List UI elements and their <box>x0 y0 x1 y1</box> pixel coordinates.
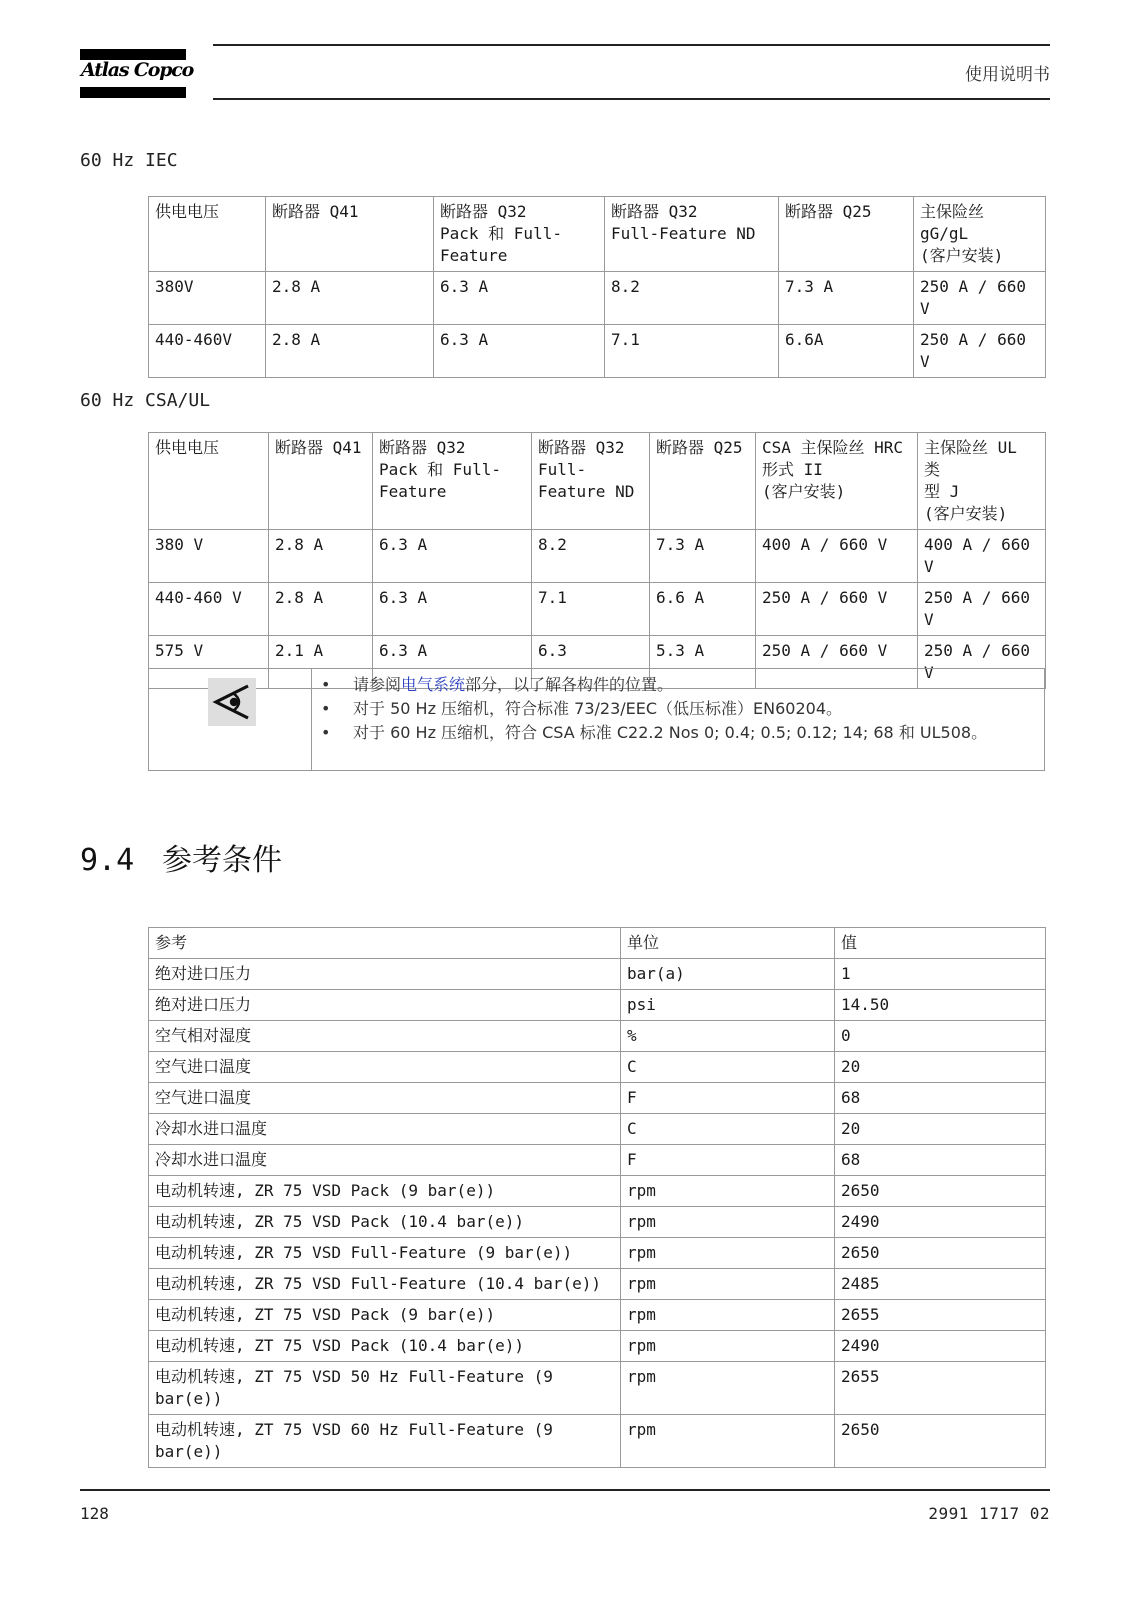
table-cell: 1 <box>835 959 1046 990</box>
table-cell: 空气相对湿度 <box>149 1021 621 1052</box>
table-row <box>149 1207 1046 1238</box>
table-cell: 8.2 <box>532 530 650 583</box>
column-header: 参考 <box>149 928 621 959</box>
table-cell: rpm <box>621 1176 835 1207</box>
table-cell: 7.3 A <box>650 530 756 583</box>
table-cell: 8.2 <box>605 272 779 325</box>
table-cell: 2490 <box>835 1331 1046 1362</box>
logo-wordmark: Atlas Copco <box>81 59 194 81</box>
table-cell: 电动机转速, ZT 75 VSD 60 Hz Full-Feature (9 bar(e)) <box>149 1415 621 1468</box>
section-label-iec: 60 Hz IEC <box>80 150 178 171</box>
document-number: 2991 1717 02 <box>928 1504 1050 1523</box>
table-header-row <box>149 928 1046 959</box>
table-cell: 20 <box>835 1052 1046 1083</box>
section-label-csa: 60 Hz CSA/UL <box>80 390 211 411</box>
table-row <box>149 990 1046 1021</box>
table-row <box>149 1176 1046 1207</box>
table-cell: 6.3 A <box>434 272 605 325</box>
note-item: • 请参阅电气系统部分，以了解各构件的位置。 <box>321 675 674 694</box>
table-cell: 440-460 V <box>149 583 269 636</box>
table-row <box>149 1145 1046 1176</box>
table-cell: bar(a) <box>621 959 835 990</box>
table-cell: 绝对进口压力 <box>149 990 621 1021</box>
table-cell: 20 <box>835 1114 1046 1145</box>
table-cell: 575 V <box>149 636 269 689</box>
table-row <box>149 1114 1046 1145</box>
eye-icon <box>208 678 256 726</box>
table-cell: 2485 <box>835 1269 1046 1300</box>
table-cell: 冷却水进口温度 <box>149 1145 621 1176</box>
table-cell: rpm <box>621 1415 835 1468</box>
table-row <box>149 1331 1046 1362</box>
note-item: • 对于 50 Hz 压缩机，符合标准 73/23/EEC（低压标准）EN60204。 <box>321 699 843 718</box>
table-row <box>149 1021 1046 1052</box>
table-row <box>149 1300 1046 1331</box>
table-row <box>149 272 1046 325</box>
table-cell: rpm <box>621 1331 835 1362</box>
column-header: 供电电压 <box>149 433 269 530</box>
table-cell: 380V <box>149 272 266 325</box>
section-title: 参考条件 <box>162 843 282 878</box>
table-cell: % <box>621 1021 835 1052</box>
note-icon-cell <box>149 669 312 770</box>
note-text: 对于 60 Hz 压缩机，符合 CSA 标准 C22.2 Nos 0; 0.4; 0.5; 0.12; 14; 68 和 UL508。 <box>353 723 988 742</box>
section-heading <box>80 835 282 879</box>
atlas-copco-logo <box>80 45 194 100</box>
table-cell: 电动机转速, ZT 75 VSD Pack (9 bar(e)) <box>149 1300 621 1331</box>
table-cell: rpm <box>621 1207 835 1238</box>
column-header: 断路器 Q32 Full- Feature ND <box>532 433 650 530</box>
table-cell: 2655 <box>835 1362 1046 1415</box>
table-cell: 6.6A <box>779 325 914 378</box>
table-cell: 7.1 <box>605 325 779 378</box>
logo-bottom-bar <box>80 87 186 98</box>
column-header: 断路器 Q41 <box>266 197 434 272</box>
iec-breaker-table <box>148 196 1046 378</box>
reference-conditions-table <box>148 927 1046 1468</box>
table-cell: 380 V <box>149 530 269 583</box>
table-cell: 250 A / 660 V <box>756 583 918 636</box>
header-rule-bottom <box>213 98 1050 100</box>
table-row <box>149 1415 1046 1468</box>
table-cell: 6.3 <box>532 636 650 689</box>
table-cell: F <box>621 1083 835 1114</box>
table-cell: 68 <box>835 1083 1046 1114</box>
table-cell: 0 <box>835 1021 1046 1052</box>
table-cell: 6.3 A <box>434 325 605 378</box>
table-cell: rpm <box>621 1300 835 1331</box>
table-cell: 2.8 A <box>269 530 373 583</box>
column-header: 断路器 Q32 Pack 和 Full- Feature <box>434 197 605 272</box>
note-list <box>321 673 1031 745</box>
document-title: 使用说明书 <box>965 65 1050 85</box>
note-text: 请参阅 <box>353 675 402 694</box>
footer-rule <box>80 1489 1050 1491</box>
table-cell: 440-460V <box>149 325 266 378</box>
column-header: CSA 主保险丝 HRC 形式 II (客户安装) <box>756 433 918 530</box>
table-cell: 电动机转速, ZR 75 VSD Pack (10.4 bar(e)) <box>149 1207 621 1238</box>
table-cell: 2650 <box>835 1238 1046 1269</box>
page-number: 128 <box>80 1504 109 1523</box>
table-row <box>149 1238 1046 1269</box>
column-header: 断路器 Q25 <box>650 433 756 530</box>
table-cell: 250 A / 660 V <box>914 272 1046 325</box>
table-cell: C <box>621 1114 835 1145</box>
csa-breaker-table <box>148 432 1046 689</box>
table-row <box>149 530 1046 583</box>
table-cell: rpm <box>621 1269 835 1300</box>
table-cell: 250 A / 660 V <box>918 636 1046 689</box>
table-header-row <box>149 433 1046 530</box>
column-header: 断路器 Q32 Pack 和 Full- Feature <box>373 433 532 530</box>
table-row <box>149 1269 1046 1300</box>
table-cell: 6.6 A <box>650 583 756 636</box>
table-cell: 250 A / 660 V <box>918 583 1046 636</box>
table-cell: 7.3 A <box>779 272 914 325</box>
table-row <box>149 959 1046 990</box>
column-header: 值 <box>835 928 1046 959</box>
column-header: 主保险丝 UL 类 型 J (客户安装) <box>918 433 1046 530</box>
header-rule-top <box>213 44 1050 46</box>
electrical-system-link[interactable]: 电气系统 <box>401 675 466 694</box>
table-cell: psi <box>621 990 835 1021</box>
table-cell: 250 A / 660 V <box>914 325 1046 378</box>
column-header: 断路器 Q41 <box>269 433 373 530</box>
column-header: 供电电压 <box>149 197 266 272</box>
table-row <box>149 1083 1046 1114</box>
table-cell: 电动机转速, ZT 75 VSD Pack (10.4 bar(e)) <box>149 1331 621 1362</box>
table-cell: 2.8 A <box>266 325 434 378</box>
table-cell: 2655 <box>835 1300 1046 1331</box>
note-box <box>148 668 1045 771</box>
table-cell: 5.3 A <box>650 636 756 689</box>
section-number: 9.4 <box>80 843 135 878</box>
table-cell: 2650 <box>835 1176 1046 1207</box>
table-row <box>149 583 1046 636</box>
table-cell: 2.1 A <box>269 636 373 689</box>
table-cell: 7.1 <box>532 583 650 636</box>
column-header: 断路器 Q25 <box>779 197 914 272</box>
table-cell: 6.3 A <box>373 636 532 689</box>
table-cell: 电动机转速, ZR 75 VSD Pack (9 bar(e)) <box>149 1176 621 1207</box>
table-cell: 绝对进口压力 <box>149 959 621 990</box>
note-text: 对于 50 Hz 压缩机，符合标准 73/23/EEC（低压标准）EN60204。 <box>353 699 843 718</box>
table-cell: 68 <box>835 1145 1046 1176</box>
column-header: 断路器 Q32 Full-Feature ND <box>605 197 779 272</box>
table-cell: rpm <box>621 1362 835 1415</box>
table-cell: rpm <box>621 1238 835 1269</box>
table-row <box>149 1362 1046 1415</box>
table-cell: 400 A / 660 V <box>918 530 1046 583</box>
table-cell: C <box>621 1052 835 1083</box>
table-cell: 6.3 A <box>373 583 532 636</box>
table-cell: 400 A / 660 V <box>756 530 918 583</box>
table-cell: F <box>621 1145 835 1176</box>
table-cell: 电动机转速, ZR 75 VSD Full-Feature (10.4 bar(e)) <box>149 1269 621 1300</box>
column-header: 单位 <box>621 928 835 959</box>
table-cell: 电动机转速, ZR 75 VSD Full-Feature (9 bar(e)) <box>149 1238 621 1269</box>
table-cell: 电动机转速, ZT 75 VSD 50 Hz Full-Feature (9 bar(e)) <box>149 1362 621 1415</box>
table-cell: 空气进口温度 <box>149 1052 621 1083</box>
table-cell: 2.8 A <box>266 272 434 325</box>
table-row <box>149 325 1046 378</box>
table-cell: 冷却水进口温度 <box>149 1114 621 1145</box>
table-cell: 空气进口温度 <box>149 1083 621 1114</box>
table-cell: 14.50 <box>835 990 1046 1021</box>
column-header: 主保险丝 gG/gL (客户安装) <box>914 197 1046 272</box>
table-cell: 250 A / 660 V <box>756 636 918 689</box>
table-cell: 2650 <box>835 1415 1046 1468</box>
table-row <box>149 1052 1046 1083</box>
table-cell: 2.8 A <box>269 583 373 636</box>
note-item: • 对于 60 Hz 压缩机，符合 CSA 标准 C22.2 Nos 0; 0.4; 0.5; 0.12; 14; 68 和 UL508。 <box>321 723 988 742</box>
table-cell: 6.3 A <box>373 530 532 583</box>
table-header-row <box>149 197 1046 272</box>
table-cell: 2490 <box>835 1207 1046 1238</box>
note-text: 部分，以了解各构件的位置。 <box>465 675 674 694</box>
